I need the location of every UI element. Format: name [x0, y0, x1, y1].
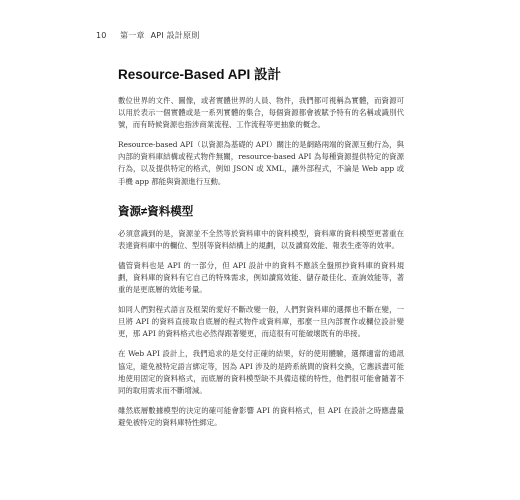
paragraph: Resource-based API（以資源為基礎的 API）關注的是網路兩端的資源互動行為，與內部的資料庫結構或程式物件無關，resource-based API 為每種資源提供特定的資源行為，以及提供特定的格式，例如 JSON 或 XML，讓外部程式，不論是 Web app 或手機 app 都能與資源進行互動。 — [118, 140, 404, 186]
section-heading-resource-vs-data-model: 資源≠資料模型 — [118, 205, 194, 218]
running-header — [96, 30, 199, 41]
paragraph: 數位世界的文件、圖像，或者實體世界的人員、物件，我們都可視稱為實體，而資源可以用於表示一個實體或是一系列實體的集合，每個資源都會被賦予特有的名稱或識別代號，而有時候資源也指涉商業流程、工作流程等更抽象的概念。 — [118, 96, 404, 130]
chapter-title: API 設計原則 — [150, 31, 200, 40]
chapter-label: 第一章 — [120, 31, 145, 40]
paragraph: 在 Web API 設計上，我們追求的是交付正確的結果，好的使用體驗，選擇適當的通訊協定，避免被特定語言綁定等，因為 API 涉及的是跨系統間的資料交換，它應該盡可能地使用固定的資料格式，而底層的資料模型缺不具備這樣的特性，他們很可能會隨著不同的取用需求而不斷增減。 — [118, 349, 404, 395]
paragraph: 必須意識到的是，資源並不全然等於資料庫中的資料模型，資料庫的資料模型更著重在表達資料庫中的欄位、型別等資料結構上的規劃，以及讀寫效能、報表生產等的效率。 — [118, 228, 404, 250]
paragraph: 儘管資料也是 API 的一部分，但 API 設計中的資料不應該全盤照抄資料庫的資料規劃，資料庫的資料有它自己的特殊需求，例如讀寫效能、儲存最佳化、查詢效能等，著重的是更底層的效能考量。 — [118, 260, 404, 295]
paragraph: 如同人們對程式語言及框架的愛好不斷改變一般，人們對資料庫的選擇也不斷在變，一旦將 API 的資料直接取自底層的程式物件或資料庫，那麼一旦內部實作或欄位設計變更，那 API 的資料格式也必然得跟著變更，而這很有可能破壞既有的串接。 — [118, 305, 404, 339]
page-content — [118, 60, 404, 429]
page-number: 10 — [96, 31, 107, 40]
paragraph: 雖然底層數據模型的決定的確可能會影響 API 的資料格式，但 API 在設計之時應盡量避免被特定的資料庫特性綁定。 — [118, 405, 404, 427]
section-heading-resource-based-api: Resource-Based API 設計 — [118, 67, 282, 82]
